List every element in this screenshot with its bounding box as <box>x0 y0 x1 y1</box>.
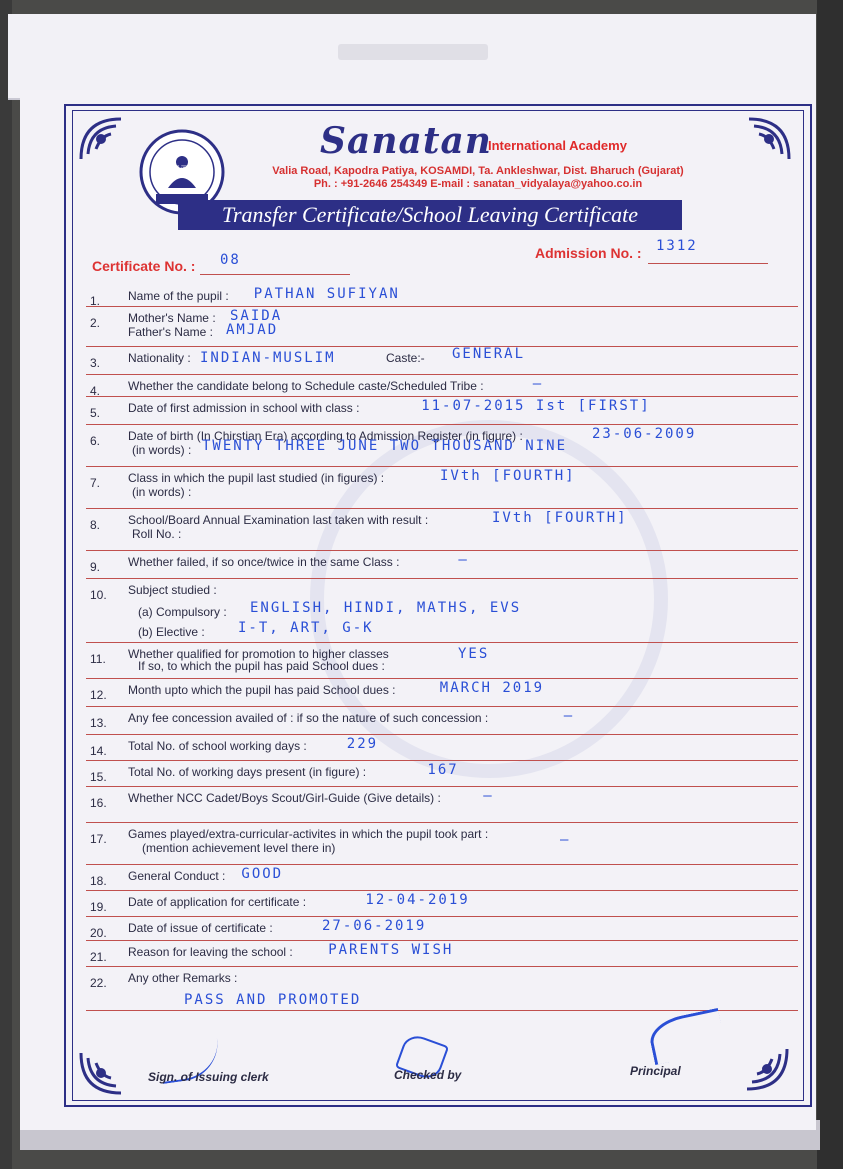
item-value: GOOD <box>241 866 284 882</box>
item-value: PASS AND PROMOTED <box>184 992 362 1008</box>
ruled-line <box>86 822 798 823</box>
item-label: Class in which the pupil last studied (in figures) : <box>128 471 385 485</box>
item-label-2: (in words) : <box>132 485 192 499</box>
item-value: SAIDA <box>230 308 283 324</box>
item-label-2: (mention achievement level there in) <box>142 841 336 855</box>
item-number: 18. <box>90 874 107 888</box>
item-label: Reason for leaving the school : <box>128 945 293 959</box>
item-number: 7. <box>90 476 101 490</box>
item-number: 4. <box>90 384 101 398</box>
ruled-line <box>86 550 798 551</box>
item-number: 6. <box>90 434 101 448</box>
ruled-line <box>86 916 798 917</box>
item-number: 9. <box>90 560 101 574</box>
item-number: 14. <box>90 744 107 758</box>
item-label: Name of the pupil : <box>128 289 229 303</box>
item-number: 16. <box>90 796 107 810</box>
item-number: 20. <box>90 926 107 940</box>
item-number: 10. <box>90 588 107 602</box>
item-value: 11-07-2015 Ist [FIRST] <box>421 398 651 414</box>
item-value: 229 <box>346 736 379 752</box>
item-number: 11. <box>90 652 106 666</box>
item-label: Date of birth (In Chirstian Era) according to Admission Register (in figure) : <box>128 429 523 443</box>
item-value: — <box>560 832 571 848</box>
ruled-line <box>86 940 798 941</box>
school-name: Sanatan <box>320 120 492 162</box>
ornament-icon <box>76 114 126 164</box>
item-value-2: TWENTY THREE JUNE TWO THOUSAND NINE <box>202 438 568 454</box>
item-value: 27-06-2019 <box>322 918 427 934</box>
item-label: Any other Remarks : <box>128 971 238 985</box>
item-label-2: (in words) : <box>132 443 192 457</box>
item-value: — <box>458 552 469 568</box>
item-label: Total No. of working days present (in figure) : <box>128 765 367 779</box>
item-number: 12. <box>90 688 107 702</box>
principal-label: Principal <box>630 1064 681 1078</box>
item-number: 21. <box>90 950 107 964</box>
item-label-2: Caste:- <box>386 351 425 365</box>
item-label-2: If so, to which the pupil has paid School dues : <box>138 659 385 673</box>
item-label-2: Father's Name : <box>128 325 213 339</box>
item-label: Subject studied : <box>128 583 217 597</box>
checked-by-label: Checked by <box>394 1068 462 1082</box>
item-label: Date of issue of certificate : <box>128 921 273 935</box>
item-number: 13. <box>90 716 107 730</box>
clerk-signature-label: Sign. of Issuing clerk <box>148 1070 269 1084</box>
item-label: Mother's Name : <box>128 311 216 325</box>
logo-motto: असतो मा ज्योतिर्गमय <box>154 164 210 172</box>
ruled-line <box>86 346 798 347</box>
item-value: 167 <box>427 762 459 778</box>
ruled-line <box>86 508 798 509</box>
item-label: Date of first admission in school with class : <box>128 401 360 415</box>
item-label: Whether qualified for promotion to higher classes <box>128 647 389 661</box>
item-value: — <box>532 376 544 392</box>
item-label-2: Roll No. : <box>132 527 182 541</box>
ruled-line <box>86 734 798 735</box>
ruled-line <box>86 306 798 307</box>
certificate-no-label: Certificate No. : <box>92 258 196 274</box>
item-value: PARENTS WISH <box>328 942 454 958</box>
ruled-line <box>86 678 798 679</box>
item-value: MARCH 2019 <box>439 680 545 696</box>
ornament-icon <box>742 1044 792 1094</box>
item-number: 8. <box>90 518 101 532</box>
item-label: Total No. of school working days : <box>128 739 307 753</box>
ruled-line <box>86 578 798 579</box>
item-number: 5. <box>90 406 101 420</box>
item-number: 2. <box>90 316 101 330</box>
ornament-icon <box>76 1048 126 1098</box>
ruled-line <box>86 706 798 707</box>
item-label: School/Board Annual Examination last taken with result : <box>128 513 429 527</box>
item-label-3: (b) Elective : <box>138 625 205 639</box>
item-label: Whether the candidate belong to Schedule caste/Scheduled Tribe : <box>128 379 484 393</box>
ruled-line <box>86 864 798 865</box>
ruled-line <box>86 374 798 375</box>
item-value-3: I-T, ART, G-K <box>238 620 374 636</box>
certificate-no-value: 08 <box>220 252 241 268</box>
certificate-page <box>20 90 816 1130</box>
item-label: Date of application for certificate : <box>128 895 307 909</box>
item-number: 15. <box>90 770 107 784</box>
document-title: Transfer Certificate/School Leaving Certificate <box>178 200 682 230</box>
ruled-line <box>86 396 798 397</box>
item-value: — <box>483 788 494 804</box>
school-name-sub: International Academy <box>488 138 627 153</box>
background-edge-right <box>817 0 843 1169</box>
item-value: PATHAN SUFIYAN <box>253 286 400 302</box>
ruled-line <box>86 890 798 891</box>
item-value: IVth [FOURTH] <box>440 468 576 484</box>
background-edge-left <box>0 0 12 1169</box>
school-address: Valia Road, Kapodra Patiya, KOSAMDI, Ta. Ankleshwar, Dist. Bharuch (Gujarat) Ph. : +91-2646 254349 E-mail : sanatan_vidyalaya@yahoo.co.in <box>272 165 684 190</box>
item-number: 19. <box>90 900 107 914</box>
item-label: Month upto which the pupil has paid School dues : <box>128 683 396 697</box>
item-value-2: GENERAL <box>452 346 526 362</box>
item-label: Whether NCC Cadet/Boys Scout/Girl-Guide (Give details) : <box>128 791 441 805</box>
item-value: IVth [FOURTH] <box>492 510 628 526</box>
item-label: Games played/extra-curricular-activites in which the pupil took part : <box>128 827 489 841</box>
admission-no-value: 1312 <box>656 238 698 254</box>
item-value: YES <box>458 646 490 662</box>
item-label: Any fee concession availed of : if so the nature of such concession : <box>128 711 489 725</box>
item-number: 1. <box>90 294 101 308</box>
item-number: 3. <box>90 356 101 370</box>
ruled-line <box>86 966 798 967</box>
item-label-2: (a) Compulsory : <box>138 605 227 619</box>
ruled-line <box>86 1010 798 1011</box>
item-value: 23-06-2009 <box>592 426 697 442</box>
item-value: — <box>563 708 575 724</box>
item-label: Nationality : <box>128 351 191 365</box>
ruled-line <box>86 466 798 467</box>
item-number: 17. <box>90 832 107 846</box>
ruled-line <box>86 424 798 425</box>
item-value-2: AMJAD <box>226 322 279 338</box>
item-label: Whether failed, if so once/twice in the same Class : <box>128 555 400 569</box>
ruled-line <box>86 760 798 761</box>
item-label: General Conduct : <box>128 869 226 883</box>
item-value-2: ENGLISH, HINDI, MATHS, EVS <box>250 600 522 616</box>
paper-stack-top <box>8 14 816 100</box>
item-number: 22. <box>90 976 107 990</box>
ornament-icon <box>744 114 794 164</box>
ruled-line <box>86 642 798 643</box>
item-value: 12-04-2019 <box>365 892 470 908</box>
admission-no-label: Admission No. : <box>535 245 642 261</box>
ruled-line <box>86 786 798 787</box>
item-value: INDIAN-MUSLIM <box>200 350 336 366</box>
